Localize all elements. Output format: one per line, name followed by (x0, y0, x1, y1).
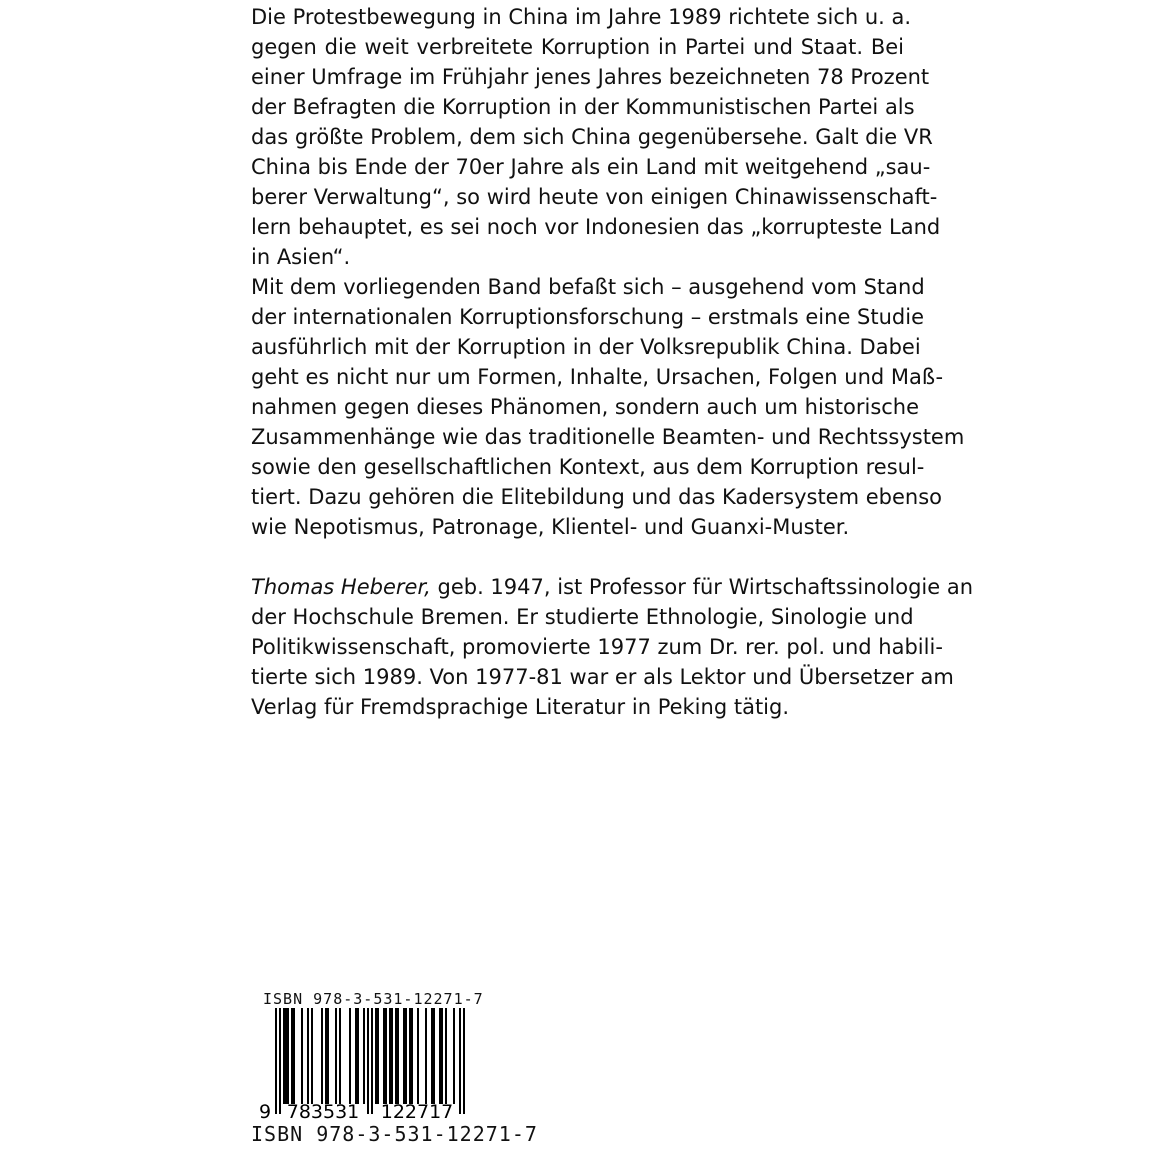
barcode-bar (389, 1008, 391, 1104)
barcode-digits: 122717 (380, 1101, 454, 1120)
description-line: ausführlich mit der Korruption in der Volksrepublik China. Dabei (251, 335, 921, 359)
author-bio-line: Verlag für Fremdsprachige Literatur in Peking tätig. (251, 695, 790, 719)
author-bio-first-line: geb. 1947, ist Professor für Wirtschaftssinologie an (430, 575, 974, 599)
barcode-bar (463, 1008, 465, 1114)
barcode-bar (327, 1008, 329, 1104)
barcode-bar (397, 1008, 399, 1104)
barcode-bar (433, 1008, 435, 1104)
barcode-bar (349, 1008, 351, 1104)
description-line: sowie den gesellschaftlichen Kontext, aus dem Korruption resul- (251, 455, 925, 479)
barcode-bar (279, 1008, 281, 1114)
barcode-bar (445, 1008, 447, 1104)
barcode-bar (283, 1008, 285, 1104)
barcode-bar (325, 1008, 327, 1104)
barcode-bar (383, 1008, 385, 1104)
barcode-bar (453, 1008, 455, 1104)
author-bio-line: der Hochschule Bremen. Er studierte Ethnologie, Sinologie und (251, 605, 914, 629)
barcode-bar (395, 1008, 397, 1104)
description-line: geht es nicht nur um Formen, Inhalte, Ursachen, Folgen und Maß- (251, 365, 944, 389)
author-bio-paragraph (251, 572, 974, 722)
description-line: das größte Problem, dem sich China gegenübersehe. Galt die VR (251, 125, 933, 149)
barcode-isbn-label: ISBN 978-3-531-12271-7 (263, 990, 484, 1008)
back-cover-text (251, 2, 974, 722)
barcode-bar (355, 1008, 357, 1104)
barcode-bar (425, 1008, 427, 1104)
barcode-bar (439, 1008, 441, 1104)
description-line: der Befragten die Korruption in der Kommunistischen Partei als (251, 95, 915, 119)
isbn-barcode (255, 1008, 470, 1120)
barcode-bar (409, 1008, 411, 1104)
barcode-bar (287, 1008, 289, 1104)
barcode-bar (293, 1008, 295, 1104)
barcode-bar (301, 1008, 303, 1104)
barcode-bar (375, 1008, 377, 1104)
author-bio-line: Politikwissenschaft, promovierte 1977 zum Dr. rer. pol. und habili- (251, 635, 943, 659)
description-line: berer Verwaltung“, so wird heute von einigen Chinawissenschaft- (251, 185, 938, 209)
description-line: wie Nepotismus, Patronage, Klientel- und Guanxi-Muster. (251, 515, 850, 539)
description-line: lern behauptet, es sei noch vor Indonesien das „korrupteste Land (251, 215, 941, 239)
description-line: in Asien“. (251, 245, 351, 269)
barcode-bar (417, 1008, 419, 1104)
barcode-bar (307, 1008, 309, 1104)
description-line: nahmen gegen dieses Phänomen, sondern auch um historische (251, 395, 920, 419)
barcode-bar (335, 1008, 337, 1104)
barcode-bar (459, 1008, 461, 1114)
barcode-bar (311, 1008, 313, 1104)
description-line: China bis Ende der 70er Jahre als ein Land mit weitgehend „sau- (251, 155, 931, 179)
description-line: tiert. Dazu gehören die Elitebildung und das Kadersystem ebenso (251, 485, 943, 509)
barcode-bar (441, 1008, 443, 1104)
barcode-bar (411, 1008, 413, 1104)
author-bio-line: tierte sich 1989. Von 1977-81 war er als Lektor und Übersetzer am (251, 665, 954, 689)
barcode-bar (385, 1008, 387, 1104)
barcode-bar (377, 1008, 379, 1104)
barcode-bar (321, 1008, 323, 1104)
barcode-bar (363, 1008, 365, 1104)
barcode-digits: 9 (258, 1101, 272, 1120)
author-bio-line (251, 572, 974, 602)
barcode-digits: 783531 (286, 1101, 360, 1120)
barcode-bar (405, 1008, 407, 1104)
description-paragraph (251, 2, 965, 542)
barcode-bar (275, 1008, 277, 1114)
barcode-bar (285, 1008, 287, 1104)
barcode-bar (339, 1008, 341, 1104)
barcode-bar (367, 1008, 369, 1114)
isbn-number: ISBN 978-3-531-12271-7 (251, 1122, 538, 1146)
description-line: Zusammenhänge wie das traditionelle Beamten- und Rechtssystem (251, 425, 965, 449)
description-line: Die Protestbewegung in China im Jahre 1989 richtete sich u. a. (251, 5, 912, 29)
description-line: der internationalen Korruptionsforschung – erstmals eine Studie (251, 305, 925, 329)
barcode-bar (431, 1008, 433, 1104)
barcode-bar (357, 1008, 359, 1104)
barcode-bar (371, 1008, 373, 1114)
barcode-bar (291, 1008, 293, 1104)
description-line: Mit dem vorliegenden Band befaßt sich – ausgehend vom Stand (251, 275, 925, 299)
author-name: Thomas Heberer, (251, 575, 431, 599)
barcode-bar (391, 1008, 393, 1104)
description-line: gegen die weit verbreitete Korruption in Partei und Staat. Bei (251, 35, 904, 59)
description-line: einer Umfrage im Frühjahr jenes Jahres bezeichneten 78 Prozent (251, 65, 930, 89)
barcode-bar (403, 1008, 405, 1104)
